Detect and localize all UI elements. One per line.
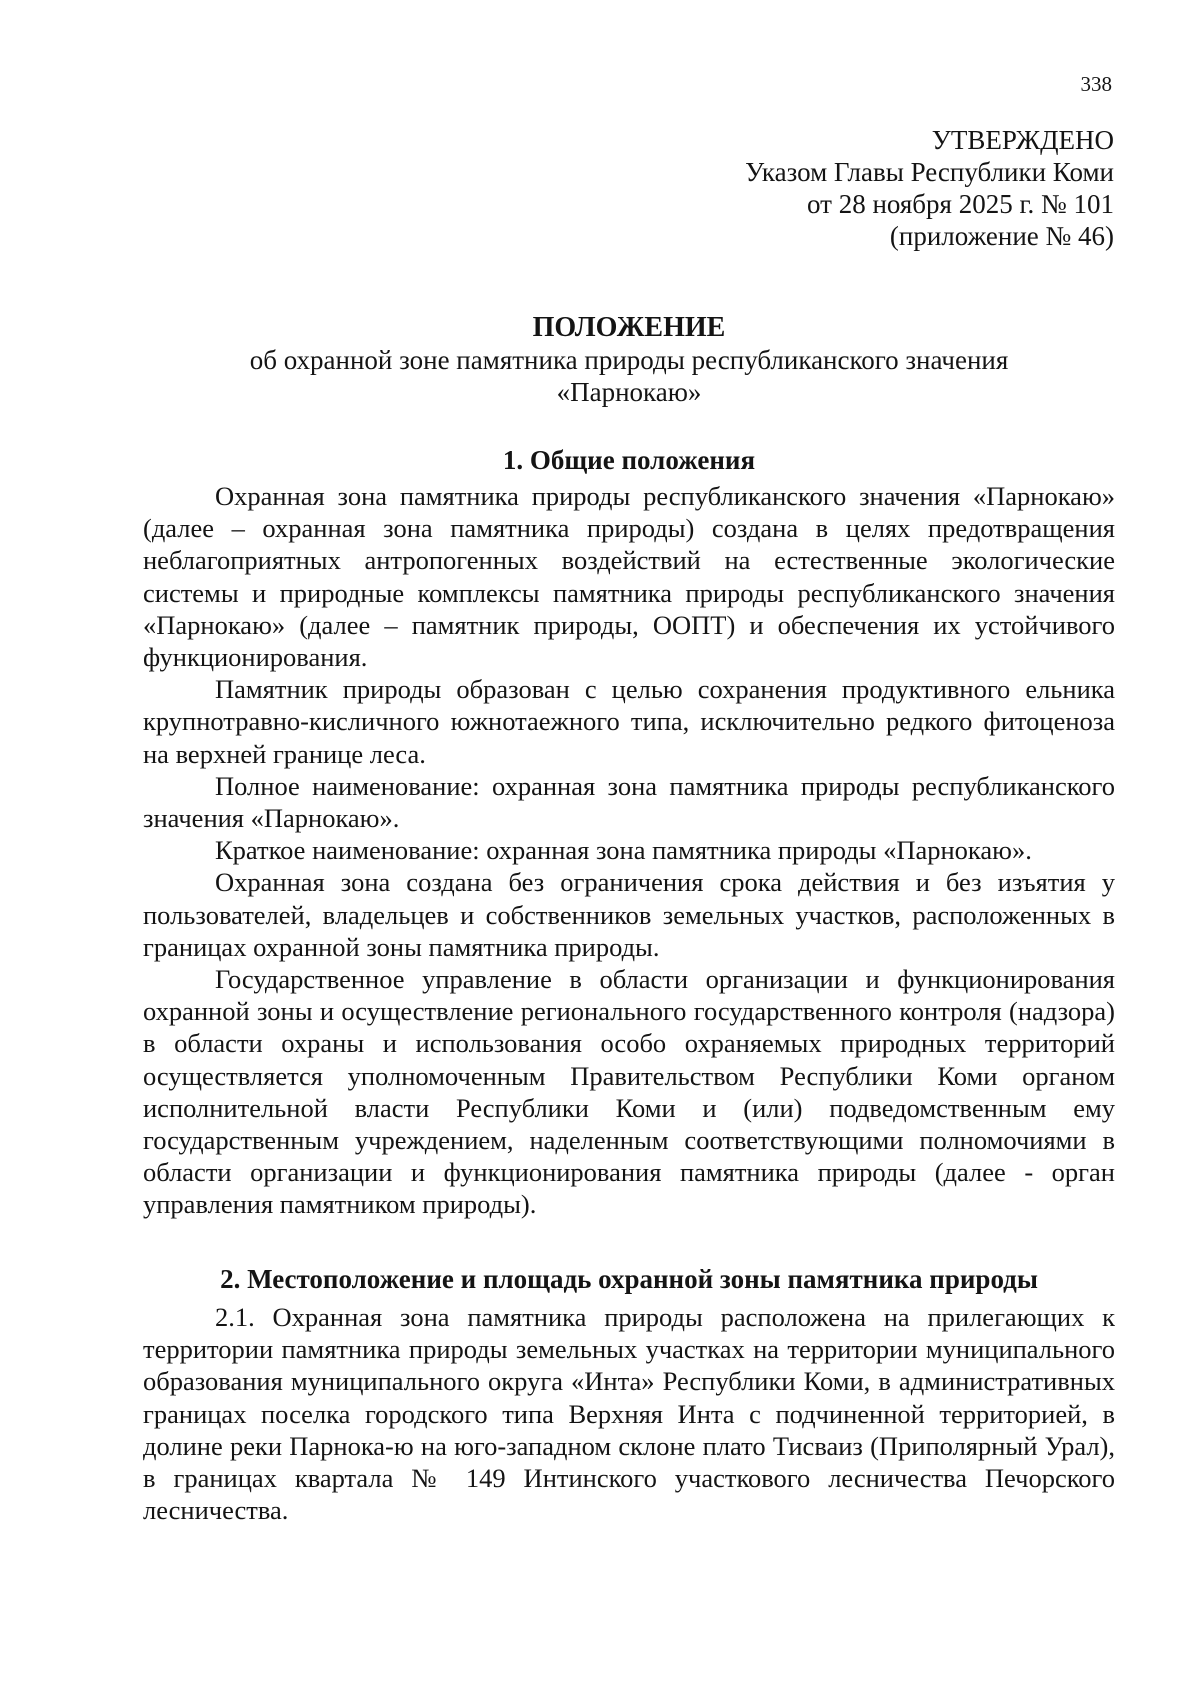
approval-authority: Указом Главы Республики Коми (745, 157, 1114, 187)
document-subtitle-line1: об охранной зоне памятника природы республиканского значения (249, 345, 1009, 375)
section-location-and-area (143, 1263, 1115, 1526)
paragraph: Полное наименование: охранная зона памятника природы республиканского значения «Парнокаю». (143, 770, 1115, 834)
document-title-block (143, 312, 1115, 408)
approval-heading: УТВЕРЖДЕНО (931, 125, 1114, 155)
paragraph: Охранная зона создана без ограничения срока действия и без изъятия у пользователей, владельцев и собственников земельных участков, расположенных в границах охранной зоны памятника природы. (143, 867, 1115, 962)
section-heading: 2. Местоположение и площадь охранной зоны памятника природы (220, 1264, 1038, 1294)
paragraph: Охранная зона памятника природы республиканского значения «Парнокаю» (далее – охранная зона памятника природы) создана в целях предотвращения неблагоприятных антропогенных воздействий на естественные экологические системы и природные комплексы памятника природы республиканского значения «Парнокаю» (далее – памятник природы, ООПТ) и обеспечения их устойчивого функционирования. (143, 481, 1115, 673)
approval-appendix: (приложение № 46) (889, 221, 1114, 251)
section-general-provisions (143, 444, 1115, 1221)
approval-date-number: от 28 ноября 2025 г. № 101 (807, 189, 1114, 219)
paragraph: Краткое наименование: охранная зона памятника природы «Парнокаю». (215, 835, 1032, 866)
document-title: ПОЛОЖЕНИЕ (532, 312, 726, 343)
paragraph: Памятник природы образован с целью сохранения продуктивного ельника крупнотравно-кисличного южнотаежного типа, исключительно редкого фитоценоза на верхней границе леса. (143, 674, 1115, 769)
paragraph: 2.1. Охранная зона памятника природы расположена на прилегающих к территории памятника природы земельных участках на территории муниципального образования муниципального округа «Инта» Республики Коми, в административных границах поселка городского типа Верхняя Инта с подчиненной территорией, в долине реки Парнока-ю на юго-западном склоне плато Тисваиз (Приполярный Урал), в границах квартала № 149 Интинского участкового лесничества Печорского лесничества. (143, 1302, 1115, 1526)
document-subtitle-line2: «Парнокаю» (556, 377, 702, 407)
page-number: 338 (1080, 72, 1112, 96)
approval-stamp-block (745, 124, 1114, 252)
paragraph: Государственное управление в области организации и функционирования охранной зоны и осуществление регионального государственного контроля (надзора) в области охраны и использования особо охраняемых природных территорий осуществляется уполномоченным Правительством Республики Коми органом исполнительной власти Республики Коми и (или) подведомственным ему государственным учреждением, наделенным соответствующими полномочиями в области организации и функционирования памятника природы (далее - орган управления памятником природы). (143, 964, 1115, 1220)
section-heading: 1. Общие положения (502, 445, 756, 475)
